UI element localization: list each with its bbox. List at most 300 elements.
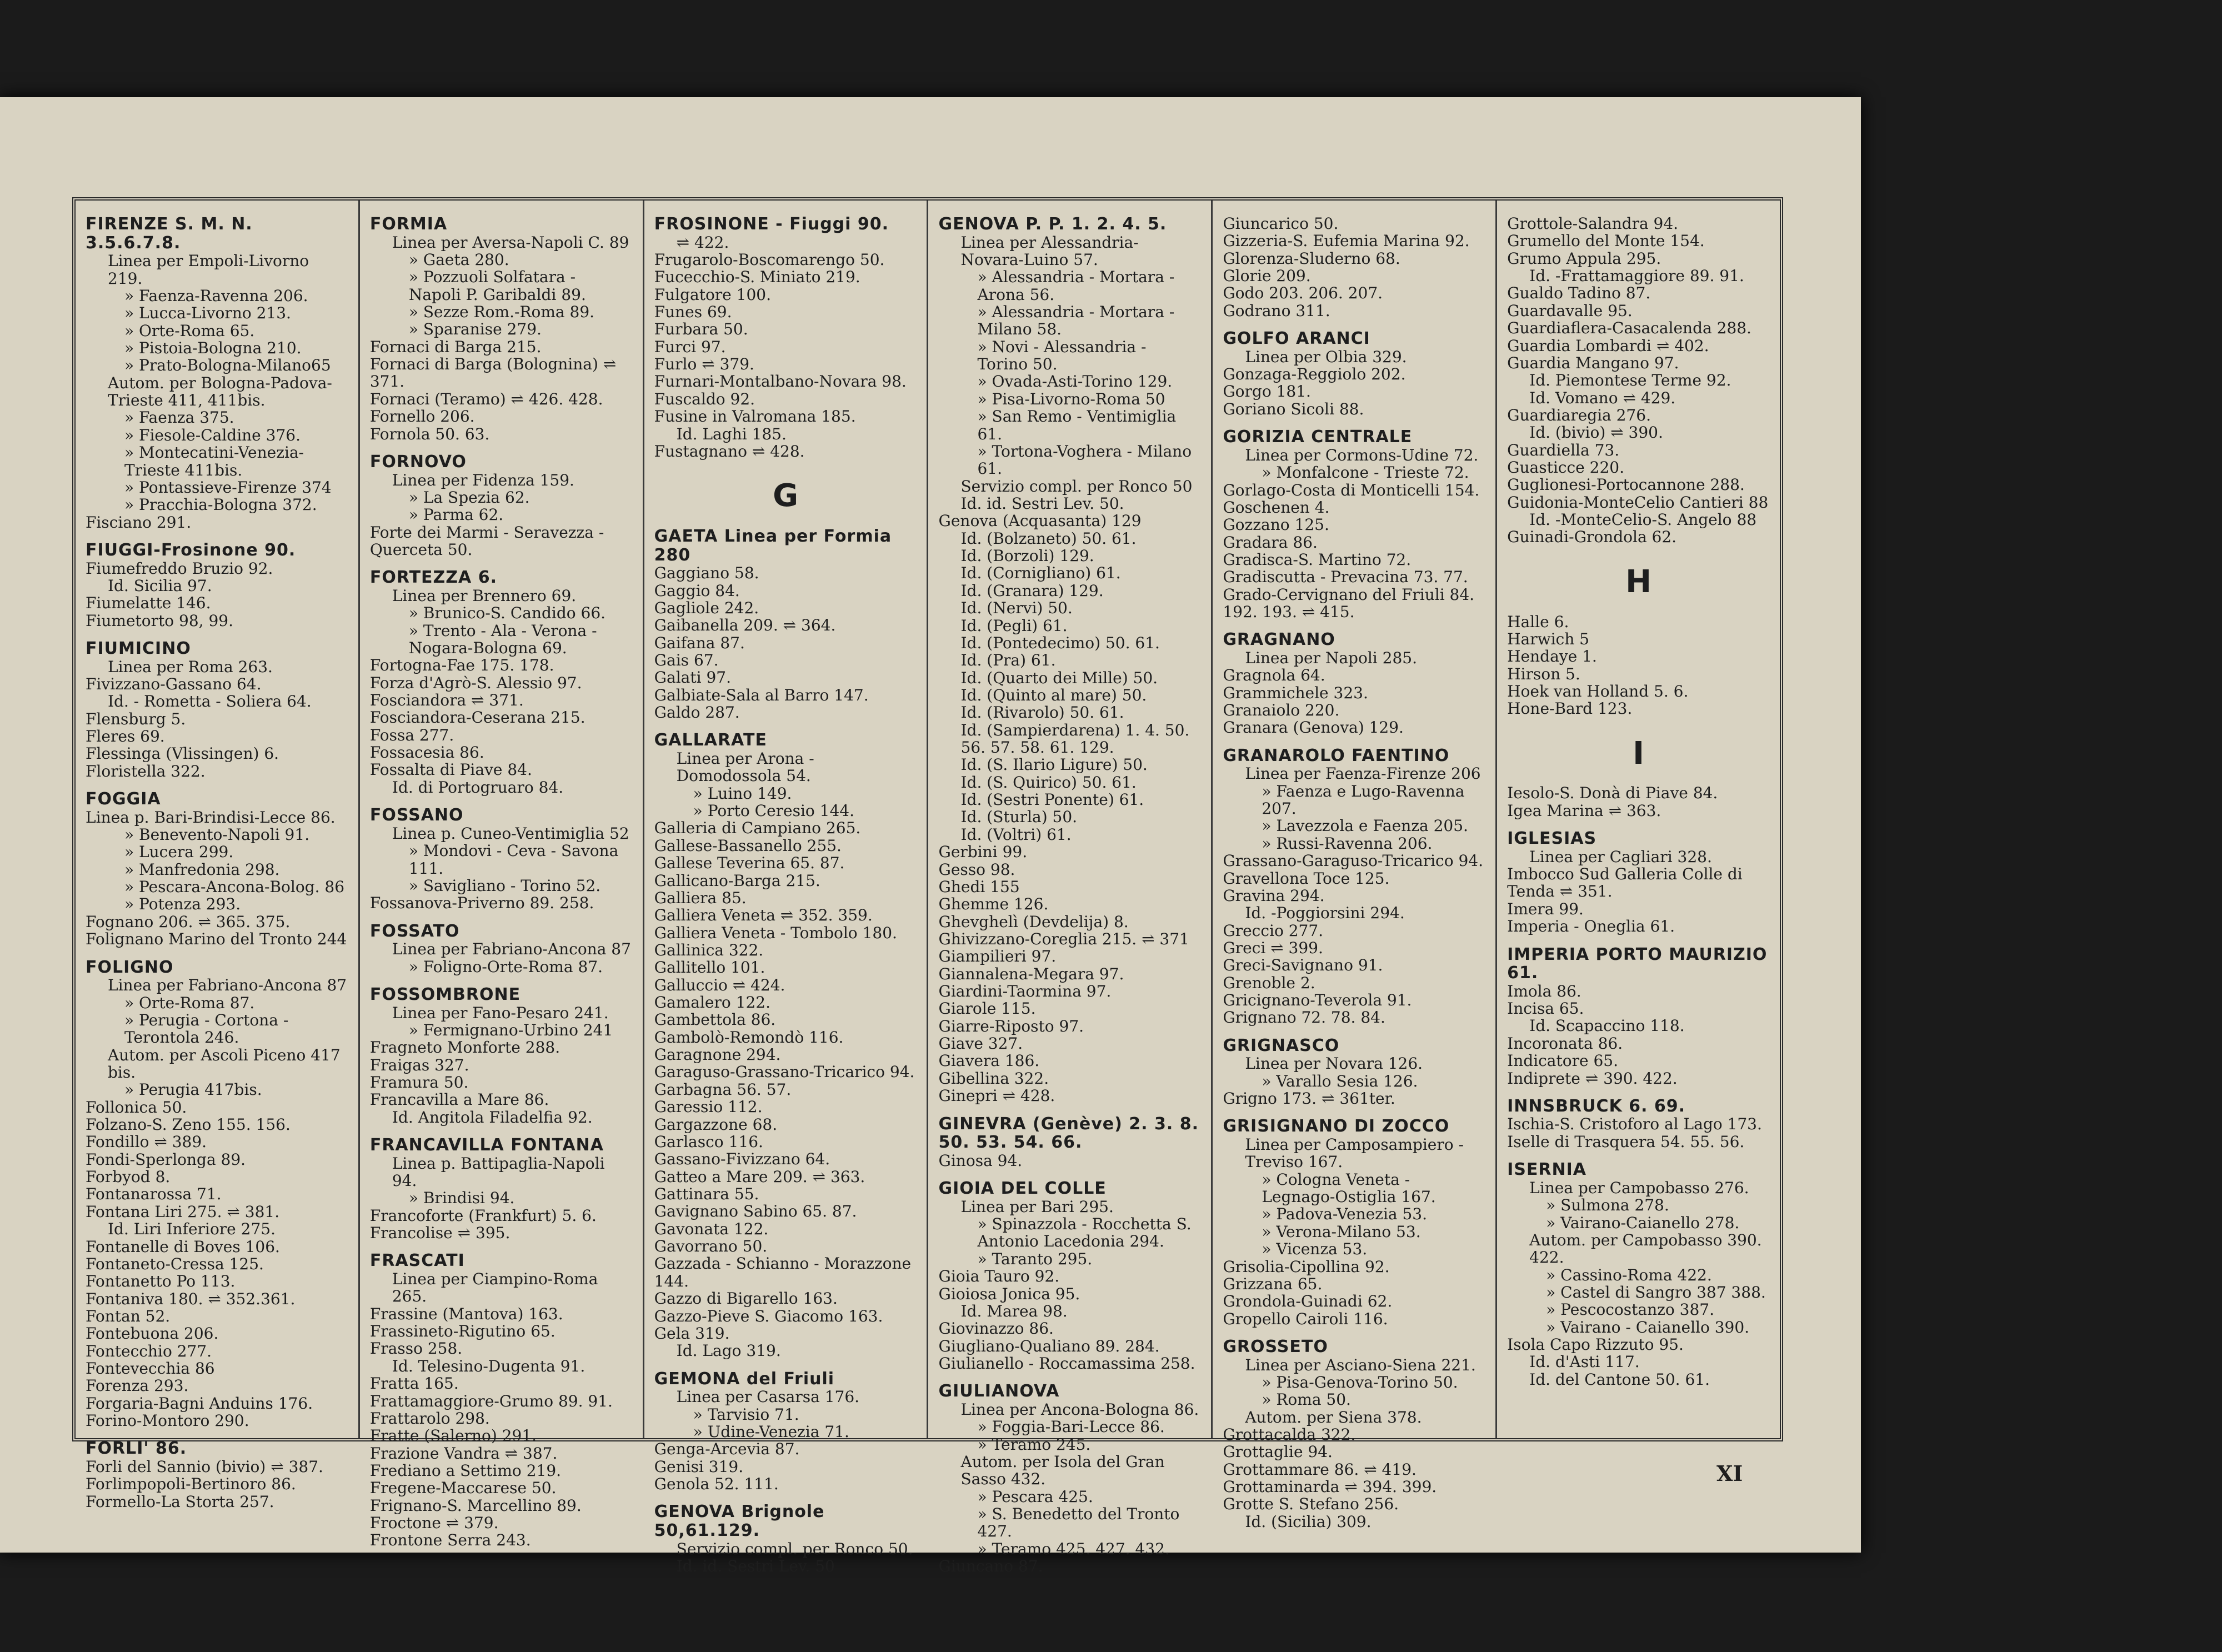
line-entry: » Trento - Ala - Verona - Nogara-Bologna 69.	[408, 621, 602, 657]
station-entry: Gallitello 101.	[654, 958, 765, 977]
station-heading: GAETA Linea per Formia 280	[654, 526, 898, 565]
sub-entry: Id. (Sturla) 50.	[960, 808, 1078, 827]
sub-entry: Id. (Cornigliano) 61.	[960, 564, 1121, 583]
station-entry: Gioia Tauro 92.	[938, 1267, 1060, 1286]
station-entry: Gambettola 86.	[654, 1010, 776, 1029]
station-entry: Grotte S. Stefano 256.	[1223, 1495, 1399, 1514]
station-entry: Giulianello - Roccamassima 258.	[938, 1354, 1195, 1373]
station-entry: Gibellina 322.	[938, 1069, 1049, 1088]
line-entry: » Vairano - Caianello 390.	[1546, 1318, 1750, 1336]
station-entry: Fortogna-Fae 175. 178.	[369, 656, 554, 675]
line-entry: » Cologna Veneta - Legnago-Ostiglia 167.	[1262, 1170, 1436, 1207]
station-entry: Frattarolo 298.	[369, 1409, 490, 1428]
line-entry: » Faenza e Lugo-Ravenna 207.	[1262, 782, 1470, 818]
station-entry: Giavera 186.	[938, 1052, 1040, 1070]
line-entry: » Foggia-Bari-Lecce 86.	[977, 1418, 1165, 1436]
station-entry: Forino-Montoro 290.	[86, 1411, 249, 1430]
line-entry: » Verona-Milano 53.	[1262, 1222, 1421, 1241]
station-entry: Gaifana 87.	[654, 633, 745, 652]
line-entry: » Padova-Venezia 53.	[1262, 1205, 1427, 1224]
station-entry: Garagnone 294.	[654, 1045, 781, 1064]
station-heading: FRANCAVILLA FONTANA	[369, 1135, 604, 1155]
station-entry: Furnari-Montalbano-Novara 98.	[654, 372, 907, 391]
station-entry: Guardavalle 95.	[1507, 301, 1633, 320]
index-column-5	[1213, 201, 1497, 1531]
sub-entry: Autom. per Siena 378.	[1245, 1408, 1422, 1426]
station-entry: Fosciandora ⇌ 371.	[369, 691, 524, 710]
station-heading: FORMIA	[369, 214, 448, 234]
station-entry: Fontaneto-Cressa 125.	[86, 1254, 264, 1273]
station-heading: GALLARATE	[654, 730, 767, 750]
station-entry: Fontevecchia 86	[86, 1359, 215, 1378]
sub-entry: Linea per Faenza-Firenze 206	[1245, 764, 1481, 783]
line-entry: » Pistoia-Bologna 210.	[124, 338, 302, 357]
station-entry: Imperia - Oneglia 61.	[1507, 917, 1675, 936]
sub-entry: Linea per Alessandria-Novara-Luino 57.	[960, 233, 1139, 269]
station-entry: Furbara 50.	[654, 320, 748, 339]
station-entry: Forbyod 8.	[86, 1168, 171, 1187]
station-entry: Guardia Lombardi ⇌ 402.	[1507, 336, 1709, 355]
sub-entry: Id. Laghi 185.	[676, 424, 787, 443]
sub-entry: Id. Scapaccino 118.	[1529, 1017, 1685, 1035]
station-entry: Giardini-Taormina 97.	[938, 982, 1112, 1001]
line-entry: » Spinazzola - Rocchetta S. Antonio Lacedonia 294.	[977, 1215, 1197, 1251]
line-entry: » Gaeta 280.	[408, 250, 509, 269]
station-entry: Fontana Liri 275. ⇌ 381.	[86, 1202, 280, 1221]
sub-entry: Linea per Arona - Domodossola 54.	[676, 749, 819, 785]
station-entry: Fornaci (Teramo) ⇌ 426. 428.	[369, 389, 603, 408]
station-entry: Grenoble 2.	[1223, 973, 1315, 992]
line-entry: » Roma 50.	[1262, 1390, 1351, 1409]
line-entry: » Luino 149.	[693, 784, 792, 803]
station-entry: Fustagnano ⇌ 428.	[654, 442, 805, 460]
station-entry: Fontan 52.	[86, 1306, 171, 1325]
station-entry: Furlo ⇌ 379.	[654, 355, 754, 374]
station-heading: IMPERIA PORTO MAURIZIO 61.	[1507, 944, 1774, 983]
line-entry: » Udine-Venezia 71.	[693, 1422, 849, 1441]
station-entry: Grottacalda 322.	[1223, 1425, 1356, 1444]
station-entry: Ghevghelì (Devdelija) 8.	[938, 912, 1129, 931]
sub-entry: Id. (S. Quirico) 50. 61.	[960, 773, 1137, 792]
station-entry: Folignano Marino del Tronto 244	[86, 930, 347, 949]
station-entry: Flensburg 5.	[86, 709, 186, 728]
station-entry: Grigno 173. ⇌ 361ter.	[1223, 1089, 1395, 1108]
station-entry: Genga-Arcevia 87.	[654, 1440, 800, 1459]
station-entry: Forte dei Marmi - Seravezza - Querceta 50.	[369, 523, 609, 559]
station-entry: Grottaglie 94.	[1223, 1443, 1333, 1461]
sub-entry: Id. -MonteCelio-S. Angelo 88	[1529, 510, 1757, 529]
station-heading: GENOVA P. P. 1. 2. 4. 5.	[938, 214, 1167, 234]
station-heading: GROSSETO	[1223, 1336, 1328, 1356]
station-heading: GORIZIA CENTRALE	[1223, 427, 1413, 447]
station-entry: Fognano 206. ⇌ 365. 375.	[86, 912, 291, 931]
station-entry: Gela 319.	[654, 1324, 730, 1343]
station-entry: Hendaye 1.	[1507, 647, 1597, 666]
station-entry: Gesso 98.	[938, 860, 1015, 879]
station-entry: Incoronata 86.	[1507, 1034, 1623, 1053]
index-column-1	[76, 201, 360, 1511]
sub-entry: Id. Marea 98.	[960, 1301, 1068, 1320]
station-entry: Grisolia-Cipollina 92.	[1223, 1257, 1390, 1276]
station-entry: Fontaniva 180. ⇌ 352.361.	[86, 1289, 296, 1308]
sub-entry: Id. (Sicilia) 309.	[1245, 1512, 1372, 1531]
station-entry: Gonzaga-Reggiolo 202.	[1223, 365, 1406, 384]
sub-entry: Linea per Campobasso 276.	[1529, 1178, 1749, 1197]
sub-entry: Linea per Ciampino-Roma 265.	[392, 1270, 603, 1306]
station-entry: Gualdo Tadino 87.	[1507, 284, 1651, 303]
station-entry: Fondillo ⇌ 389.	[86, 1133, 207, 1152]
station-heading: IGLESIAS	[1507, 829, 1597, 849]
sub-entry: Linea per Bari 295.	[960, 1197, 1114, 1216]
station-entry: Gricignano-Teverola 91.	[1223, 991, 1412, 1010]
line-entry: » Foligno-Orte-Roma 87.	[408, 957, 603, 976]
station-entry: Gambolò-Remondò 116.	[654, 1028, 844, 1047]
line-entry: » Prato-Bologna-Milano65	[124, 356, 331, 375]
sub-entry: Id. (bivio) ⇌ 390.	[1529, 423, 1663, 442]
station-entry: Fontebuona 206.	[86, 1324, 219, 1343]
station-entry: Frattamaggiore-Grumo 89. 91.	[369, 1391, 613, 1410]
station-entry: Igea Marina ⇌ 363.	[1507, 801, 1662, 820]
station-entry: Forenza 293.	[86, 1376, 189, 1395]
station-entry: Framura 50.	[369, 1073, 469, 1092]
sub-entry: Linea per Camposampiero - Treviso 167.	[1245, 1135, 1469, 1172]
station-entry: Fragneto Monforte 288.	[369, 1038, 560, 1057]
station-entry: Giuncarico 50.	[1223, 214, 1339, 233]
station-entry: Gorgo 181.	[1223, 382, 1311, 401]
station-entry: Fiumetorto 98, 99.	[86, 611, 233, 630]
sub-entry: Linea per Fabriano-Ancona 87	[392, 940, 631, 959]
station-entry: Garbagna 56. 57.	[654, 1080, 792, 1099]
line-entry: » Pozzuoli Solfatara - Napoli P. Garibaldi 89.	[408, 268, 586, 304]
station-entry: Indiprete ⇌ 390. 422.	[1507, 1069, 1678, 1088]
station-entry: Fivizzano-Gassano 64.	[86, 674, 262, 693]
sub-entry: Id. (Sampierdarena) 1. 4. 50. 56. 57. 58. 61. 129.	[960, 720, 1195, 757]
station-entry: Giovinazzo 86.	[938, 1319, 1054, 1338]
station-entry: Gaggio 84.	[654, 581, 740, 600]
line-entry: » Cassino-Roma 422.	[1546, 1265, 1712, 1284]
line-entry: » Potenza 293.	[124, 895, 241, 914]
station-heading: GRANAROLO FAENTINO	[1223, 745, 1450, 765]
station-entry: Frassine (Mantova) 163.	[369, 1304, 563, 1323]
index-column-4	[928, 201, 1213, 1576]
station-entry: Gazzo-Pieve S. Giacomo 163.	[654, 1306, 883, 1325]
line-entry: » Taranto 295.	[977, 1249, 1093, 1268]
station-entry: Fratta 165.	[369, 1374, 459, 1393]
station-entry: Fulgatore 100.	[654, 285, 771, 304]
sub-entry: Id. Vomano ⇌ 429.	[1529, 388, 1676, 407]
station-entry: Fraigas 327.	[369, 1055, 469, 1074]
station-entry: Guinadi-Grondola 62.	[1507, 528, 1677, 547]
station-entry: Gioiosa Jonica 95.	[938, 1284, 1080, 1303]
line-entry: » Sparanise 279.	[408, 320, 542, 339]
station-entry: Gatteo a Mare 209. ⇌ 363.	[654, 1167, 865, 1186]
station-entry: Fontecchio 277.	[86, 1341, 212, 1360]
sub-entry: Id. di Portogruaro 84.	[392, 778, 564, 797]
sub-entry: Linea per Casarsa 176.	[676, 1388, 860, 1406]
sub-entry: Id. (Quinto al mare) 50.	[960, 685, 1147, 704]
station-entry: Frasso 258.	[369, 1339, 463, 1358]
station-entry: Forlimpopoli-Bertinoro 86.	[86, 1475, 296, 1494]
station-entry: Gozzano 125.	[1223, 515, 1329, 534]
station-entry: Gamalero 122.	[654, 993, 770, 1012]
station-entry: Guidonia-MonteCelio Cantieri 88	[1507, 493, 1769, 512]
sub-entry: Linea per Roma 263.	[108, 657, 273, 676]
station-entry: Genola 52. 111.	[654, 1474, 779, 1493]
station-heading: INNSBRUCK 6. 69.	[1507, 1096, 1686, 1116]
station-entry: Gassano-Fivizzano 64.	[654, 1150, 830, 1169]
station-heading: FORLI' 86.	[86, 1439, 187, 1459]
station-entry: Fontanetto Po 113.	[86, 1272, 236, 1291]
station-entry: Gallese-Bassanello 255.	[654, 836, 842, 855]
line-entry: » Castel di Sangro 387 388.	[1546, 1283, 1766, 1301]
station-entry: Galliera Veneta ⇌ 352. 359.	[654, 906, 873, 925]
station-entry: Guardia Mangano 97.	[1507, 353, 1679, 372]
station-entry: Fiumelatte 146.	[86, 594, 211, 613]
line-entry: » Teramo 245.	[977, 1435, 1091, 1454]
station-entry: Grottole-Salandra 94.	[1507, 214, 1679, 233]
line-entry: » Perugia 417bis.	[124, 1080, 262, 1099]
station-entry: Ischia-S. Cristoforo al Lago 173.	[1507, 1115, 1762, 1134]
sub-entry: Servizio compl. per Ronco 50	[960, 477, 1193, 495]
station-entry: Gizzeria-S. Eufemia Marina 92.	[1223, 232, 1470, 251]
sub-entry: Linea per Fabriano-Ancona 87	[108, 976, 347, 995]
station-heading: GRAGNANO	[1223, 630, 1335, 650]
station-entry: Frassineto-Rigutino 65.	[369, 1322, 556, 1341]
station-entry: Guglionesi-Portocannone 288.	[1507, 475, 1745, 494]
station-entry: Gavorrano 50.	[654, 1237, 768, 1256]
sub-entry: Id. (Voltri) 61.	[960, 825, 1072, 844]
sub-entry: Id. Piemontese Terme 92.	[1529, 371, 1731, 390]
station-entry: Galleria di Campiano 265.	[654, 819, 861, 838]
sub-entry: Linea per Cormons-Udine 72.	[1245, 445, 1479, 464]
station-entry: Ghemme 126.	[938, 895, 1049, 914]
station-entry: Giarre-Riposto 97.	[938, 1017, 1084, 1035]
line-entry: » Vicenza 53.	[1262, 1240, 1368, 1259]
index-column-3	[644, 201, 929, 1575]
station-entry: Grassano-Garaguso-Tricarico 94.	[1223, 852, 1484, 870]
station-entry: Fratte (Salerno) 291.	[369, 1426, 537, 1445]
station-entry: Gattinara 55.	[654, 1184, 759, 1203]
line-entry: » Lavezzola e Faenza 205.	[1262, 817, 1468, 835]
station-entry: Fornello 206.	[369, 407, 475, 426]
sub-entry: Autom. per Ascoli Piceno 417 bis.	[108, 1045, 346, 1082]
sub-entry: Id. (Pontedecimo) 50. 61.	[960, 633, 1160, 652]
station-entry: Fossa 277.	[369, 725, 454, 744]
station-entry: Gradara 86.	[1223, 533, 1318, 552]
sub-entry: Id. del Cantone 50. 61.	[1529, 1370, 1710, 1389]
line-entry: » San Remo - Ventimiglia 61.	[977, 407, 1182, 443]
sub-entry: Id. (Quarto dei Mille) 50.	[960, 668, 1158, 687]
station-entry: Frontone Serra 243.	[369, 1531, 531, 1550]
station-entry: Greccio 277.	[1223, 921, 1324, 940]
sub-entry: Id. (S. Ilario Ligure) 50.	[960, 755, 1148, 774]
station-entry: Gazzada - Schianno - Morazzone 144.	[654, 1254, 916, 1290]
line-entry: » Pontassieve-Firenze 374	[124, 478, 332, 497]
sub-entry: Id. (Pra) 61.	[960, 651, 1056, 670]
station-entry: Godo 203. 206. 207.	[1223, 284, 1383, 303]
line-entry: » Lucca-Livorno 213.	[124, 304, 291, 323]
station-entry: Galati 97.	[654, 668, 732, 687]
line-entry: » Pisa-Livorno-Roma 50	[977, 389, 1165, 408]
station-entry: Glorie 209.	[1223, 267, 1311, 286]
sub-entry: ⇌ 422.	[676, 233, 729, 252]
station-entry: Gagliole 242.	[654, 598, 759, 617]
station-entry: Frazione Vandra ⇌ 387.	[369, 1444, 558, 1463]
station-heading: FOLIGNO	[86, 957, 174, 977]
station-entry: Garessio 112.	[654, 1098, 763, 1117]
station-entry: Goriano Sicoli 88.	[1223, 399, 1364, 418]
sub-entry: Id. -Poggiorsini 294.	[1245, 904, 1405, 923]
station-entry: Froctone ⇌ 379.	[369, 1514, 499, 1533]
station-entry: Indicatore 65.	[1507, 1052, 1618, 1070]
sub-entry: Id. Lago 319.	[676, 1341, 781, 1360]
sub-entry: Linea per Ancona-Bologna 86.	[960, 1400, 1199, 1419]
station-entry: Granaiolo 220.	[1223, 701, 1340, 720]
station-entry: Folzano-S. Zeno 155. 156.	[86, 1115, 291, 1134]
line-entry: » Savigliano - Torino 52.	[408, 876, 601, 895]
index-column-2	[360, 201, 644, 1550]
station-entry: Gradisca-S. Martino 72.	[1223, 550, 1412, 569]
station-heading: FORTEZZA 6.	[369, 568, 497, 588]
sub-entry: Id. -Frattamaggiore 89. 91.	[1529, 267, 1744, 286]
station-entry: Frediano a Settimo 219.	[369, 1461, 562, 1480]
station-entry: Galliera Veneta - Tombolo 180.	[654, 923, 897, 942]
station-entry: Fontanelle di Boves 106.	[86, 1237, 280, 1256]
station-heading: FOGGIA	[86, 789, 161, 809]
line-entry: » Manfredonia 298.	[124, 860, 280, 879]
station-entry: Hoek van Holland 5. 6.	[1507, 682, 1689, 700]
station-entry: Garaguso-Grassano-Tricarico 94.	[654, 1063, 915, 1082]
station-entry: Fucecchio-S. Miniato 219.	[654, 268, 860, 287]
station-heading: FORNOVO	[369, 452, 467, 472]
line-entry: » Novi - Alessandria - Torino 50.	[977, 337, 1152, 374]
station-entry: Genova (Acquasanta) 129	[938, 512, 1142, 530]
station-heading: FOSSOMBRONE	[369, 984, 521, 1004]
station-entry: Iesolo-S. Donà di Piave 84.	[1507, 784, 1718, 803]
line-entry: » Tarvisio 71.	[693, 1405, 799, 1424]
station-entry: Fusine in Valromana 185.	[654, 407, 856, 426]
station-entry: Gavonata 122.	[654, 1219, 769, 1238]
station-entry: Fornola 50. 63.	[369, 424, 490, 443]
station-heading: GRISIGNANO DI ZOCCO	[1223, 1117, 1450, 1137]
sub-entry: Id. Sicilia 97.	[108, 576, 212, 595]
station-entry: Galluccio ⇌ 424.	[654, 975, 785, 994]
station-entry: Galliera 85.	[654, 888, 747, 907]
station-entry: Guardiella 73.	[1507, 440, 1620, 459]
line-entry: » Pisa-Genova-Torino 50.	[1262, 1373, 1458, 1391]
station-heading: GRIGNASCO	[1223, 1035, 1340, 1055]
sub-entry: Linea per Olbia 329.	[1245, 347, 1407, 366]
station-heading: GIOIA DEL COLLE	[938, 1179, 1107, 1199]
station-entry: Formello-La Storta 257.	[86, 1492, 274, 1511]
station-heading: FIUGGI-Frosinone 90.	[86, 540, 296, 560]
station-entry: Ginosa 94.	[938, 1151, 1023, 1170]
station-entry: Halle 6.	[1507, 612, 1569, 631]
station-heading: GIULIANOVA	[938, 1381, 1060, 1401]
station-heading: ISERNIA	[1507, 1160, 1587, 1180]
line-entry: » Montecatini-Venezia-Trieste 411bis.	[124, 443, 304, 479]
sub-entry: Id. (Sestri Ponente) 61.	[960, 790, 1144, 809]
station-entry: Gargazzone 68.	[654, 1115, 778, 1134]
section-letter: H	[1625, 563, 1652, 600]
station-entry: Floristella 322.	[86, 762, 206, 780]
station-entry: Fleres 69.	[86, 727, 165, 745]
station-entry: Fuscaldo 92.	[654, 389, 755, 408]
sub-entry: Id. d'Asti 117.	[1529, 1353, 1640, 1371]
station-heading: GINEVRA (Genève) 2. 3. 8. 50. 53. 54. 66.	[938, 1114, 1205, 1153]
station-entry: Gallinica 322.	[654, 940, 764, 959]
sub-entry: Id. (Pegli) 61.	[960, 616, 1068, 635]
station-entry: Isola Capo Rizzuto 95.	[1507, 1335, 1684, 1354]
station-entry: Galbiate-Sala al Barro 147.	[654, 685, 869, 704]
station-entry: Imola 86.	[1507, 982, 1582, 1000]
station-entry: Fisciano 291.	[86, 513, 192, 532]
station-entry: Gorlago-Costa di Monticelli 154.	[1223, 480, 1480, 499]
station-entry: Imera 99.	[1507, 899, 1584, 918]
station-heading: FROSINONE - Fiuggi 90.	[654, 214, 889, 234]
line-entry: » Teramo 425. 427. 432.	[977, 1539, 1170, 1558]
station-entry: Gropello Cairoli 116.	[1223, 1309, 1388, 1328]
station-entry: Grottaminarda ⇌ 394. 399.	[1223, 1478, 1437, 1496]
station-entry: Grammichele 323.	[1223, 683, 1368, 702]
station-entry: Giave 327.	[938, 1034, 1023, 1053]
line-entry: » Alessandria - Mortara - Arona 56.	[977, 268, 1180, 304]
station-entry: Follonica 50.	[86, 1098, 187, 1117]
line-entry: » Pescara 425.	[977, 1487, 1093, 1506]
station-entry: Fossanova-Priverno 89. 258.	[369, 894, 594, 913]
sub-entry: Autom. per Isola del Gran Sasso 432.	[960, 1452, 1170, 1489]
section-letter: I	[1633, 735, 1644, 772]
station-entry: Fondi-Sperlonga 89.	[86, 1150, 246, 1169]
station-entry: Ghedi 155	[938, 877, 1020, 896]
sub-entry: Id. Telesino-Dugenta 91.	[392, 1356, 585, 1375]
station-entry: Imbocco Sud Galleria Colle di Tenda ⇌ 351.	[1507, 865, 1748, 901]
line-entry: » Parma 62.	[408, 505, 504, 524]
line-entry: » Fermignano-Urbino 241	[408, 1020, 613, 1039]
sub-entry: Autom. per Bologna-Padova-Trieste 411, 411bis.	[108, 373, 332, 410]
sub-entry: Linea per Brennero 69.	[392, 586, 577, 605]
station-entry: Giannalena-Megara 97.	[938, 964, 1124, 983]
station-entry: Fossalta di Piave 84.	[369, 760, 532, 779]
line-entry: » Pescara-Ancona-Bolog. 86	[124, 878, 345, 897]
station-entry: Forza d'Agrò-S. Alessio 97.	[369, 673, 582, 692]
station-entry: Gazzo di Bigarello 163.	[654, 1289, 838, 1308]
station-entry: Fornaci di Barga 215.	[369, 337, 542, 356]
station-entry: Hirson 5.	[1507, 664, 1580, 683]
station-entry: Flessinga (Vlissingen) 6.	[86, 744, 279, 763]
station-entry: Gravina 294.	[1223, 886, 1325, 905]
station-entry: Greci ⇌ 399.	[1223, 938, 1323, 957]
sub-entry: Id. id. Sestri Lev. 50.	[960, 494, 1124, 513]
station-heading: GEMONA del Friuli	[654, 1369, 835, 1389]
line-entry: » Orte-Roma 65.	[124, 321, 255, 340]
sub-entry: Linea per Empoli-Livorno 219.	[108, 252, 314, 288]
line-entry: » Porto Ceresio 144.	[693, 802, 855, 820]
station-entry: Frignano-S. Marcellino 89.	[369, 1496, 582, 1515]
line-entry: » Orte-Roma 87.	[124, 993, 255, 1012]
sub-entry: Linea per Fidenza 159.	[392, 470, 574, 489]
station-entry: Garlasco 116.	[654, 1132, 763, 1151]
station-entry: Glorenza-Sluderno 68.	[1223, 249, 1400, 268]
station-entry: Giarole 115.	[938, 999, 1036, 1018]
station-entry: Iselle di Trasquera 54. 55. 56.	[1507, 1132, 1745, 1151]
station-heading: GENOVA Brignole 50,61.129.	[654, 1502, 831, 1540]
station-entry: Galdo 287.	[654, 703, 740, 722]
station-entry: Grizzana 65.	[1223, 1274, 1323, 1293]
sub-entry: Linea per Cagliari 328.	[1529, 847, 1712, 866]
station-entry: Grumo Appula 295.	[1507, 249, 1662, 268]
station-entry: Ginepri ⇌ 428.	[938, 1087, 1055, 1105]
